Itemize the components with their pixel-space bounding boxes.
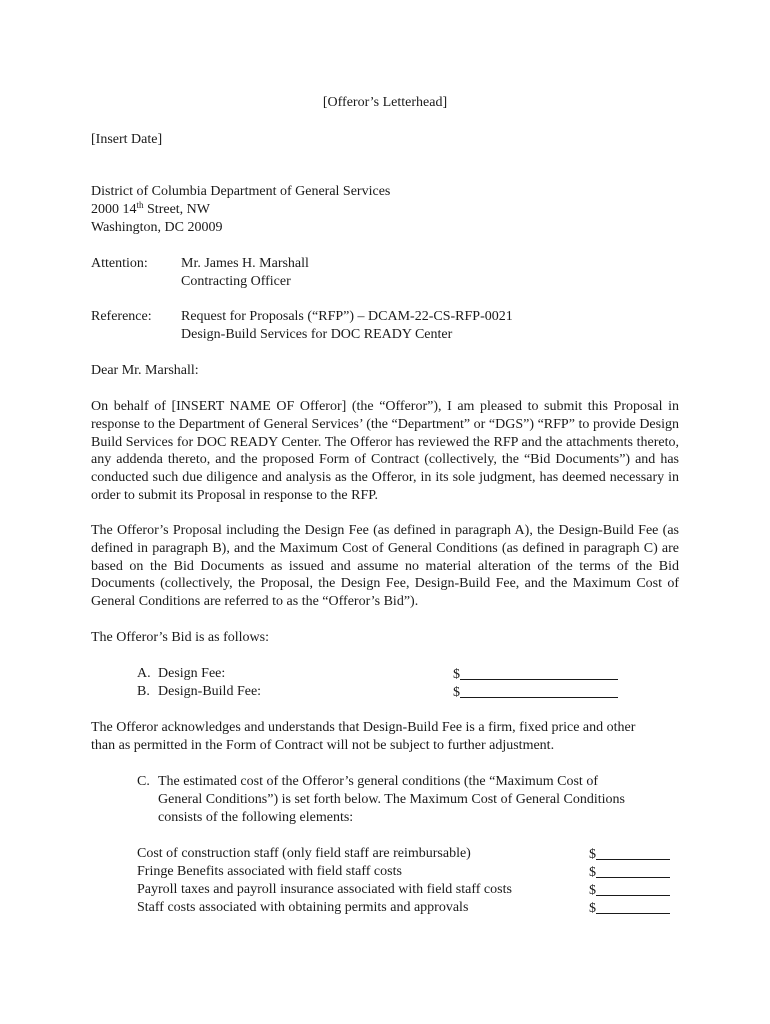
cost-element-label: Fringe Benefits associated with field staff costs xyxy=(137,864,402,879)
cost-element-label: Payroll taxes and payroll insurance associated with field staff costs xyxy=(137,882,512,897)
item-c-line-2: General Conditions”) is set forth below. The Maximum Cost of General Conditions xyxy=(158,792,625,807)
blank-line xyxy=(596,899,670,914)
design-fee-amount-field[interactable] xyxy=(453,665,618,684)
paragraph-intro: On behalf of [INSERT NAME OF Offeror] (the “Offeror”), I am pleased to submit this Proposal in response to the Department of General Services’ (the “Department” or “DGS”) “RFP” to provide Design Build Services for DOC READY Center. The Offeror has reviewed the RFP and the attachments thereto, any addenda thereto, and the proposed Form of Contract (collectively, the “Bid Documents”) and has conducted such due diligence and analysis as the Offeror, in its sole judgment, has deemed necessary in order to submit its Proposal in response to the RFP. xyxy=(91,399,679,503)
design-build-fee-amount-field[interactable] xyxy=(453,683,618,702)
reference-label: Reference: xyxy=(91,309,152,324)
reference-line-1: Request for Proposals (“RFP”) – DCAM-22-CS-RFP-0021 xyxy=(181,309,513,324)
blank-line xyxy=(596,845,670,860)
blank-line xyxy=(460,683,618,698)
currency-symbol: $ xyxy=(589,865,596,880)
item-c-letter: C. xyxy=(137,774,150,789)
letterhead-placeholder: [Offeror’s Letterhead] xyxy=(322,95,448,110)
blank-line xyxy=(460,665,618,680)
bid-intro: The Offeror’s Bid is as follows: xyxy=(91,630,269,645)
fee-label: Design Fee: xyxy=(158,666,226,681)
fee-letter: B. xyxy=(137,684,150,699)
fee-label: Design-Build Fee: xyxy=(158,684,262,699)
paragraph-acknowledgement-line-1: The Offeror acknowledges and understands that Design-Build Fee is a firm, fixed price and other xyxy=(91,720,636,735)
fee-letter: A. xyxy=(137,666,151,681)
street-rest: Street, NW xyxy=(143,202,210,217)
date-placeholder: [Insert Date] xyxy=(91,132,163,147)
cost-element-label: Cost of construction staff (only field staff are reimbursable) xyxy=(137,846,471,861)
currency-symbol: $ xyxy=(589,883,596,898)
attention-name: Mr. James H. Marshall xyxy=(181,256,309,271)
recipient-line-1: District of Columbia Department of General Services xyxy=(91,184,391,199)
paragraph-bid-basis: The Offeror’s Proposal including the Design Fee (as defined in paragraph A), the Design-Build Fee (as defined in paragraph B), and the Maximum Cost of General Conditions (as defined in paragraph C) are based on the Bid Documents as issued and assume no material alteration of the terms of the Bid Documents (collectively, the Proposal, the Design Fee, Design-Build Fee, and the Maximum Cost of General Conditions are referred to as the “Offeror’s Bid”). xyxy=(91,523,679,610)
salutation: Dear Mr. Marshall: xyxy=(91,363,199,378)
attention-label: Attention: xyxy=(91,256,148,271)
currency-symbol: $ xyxy=(589,847,596,862)
recipient-line-2 xyxy=(91,201,210,219)
fee-item-design-build xyxy=(137,683,261,701)
fee-item-design xyxy=(137,665,225,683)
cost-element-label: Staff costs associated with obtaining permits and approvals xyxy=(137,900,469,915)
currency-symbol: $ xyxy=(589,901,596,916)
cost-element-amount-field[interactable] xyxy=(589,899,670,918)
street-suffix: th xyxy=(136,200,144,210)
cost-element-amount-field[interactable] xyxy=(589,881,670,900)
recipient-line-3: Washington, DC 20009 xyxy=(91,220,223,235)
reference-line-2: Design-Build Services for DOC READY Center xyxy=(181,327,453,342)
item-c-line-1: The estimated cost of the Offeror’s general conditions (the “Maximum Cost of xyxy=(158,774,598,789)
street-number: 2000 14 xyxy=(91,202,137,217)
cost-element-amount-field[interactable] xyxy=(589,863,670,882)
blank-line xyxy=(596,881,670,896)
blank-line xyxy=(596,863,670,878)
cost-element-amount-field[interactable] xyxy=(589,845,670,864)
paragraph-acknowledgement-line-2: than as permitted in the Form of Contract will not be subject to further adjustment. xyxy=(91,738,555,753)
attention-title: Contracting Officer xyxy=(181,274,291,289)
currency-symbol: $ xyxy=(453,685,460,700)
item-c-line-3: consists of the following elements: xyxy=(158,810,354,825)
currency-symbol: $ xyxy=(453,667,460,682)
